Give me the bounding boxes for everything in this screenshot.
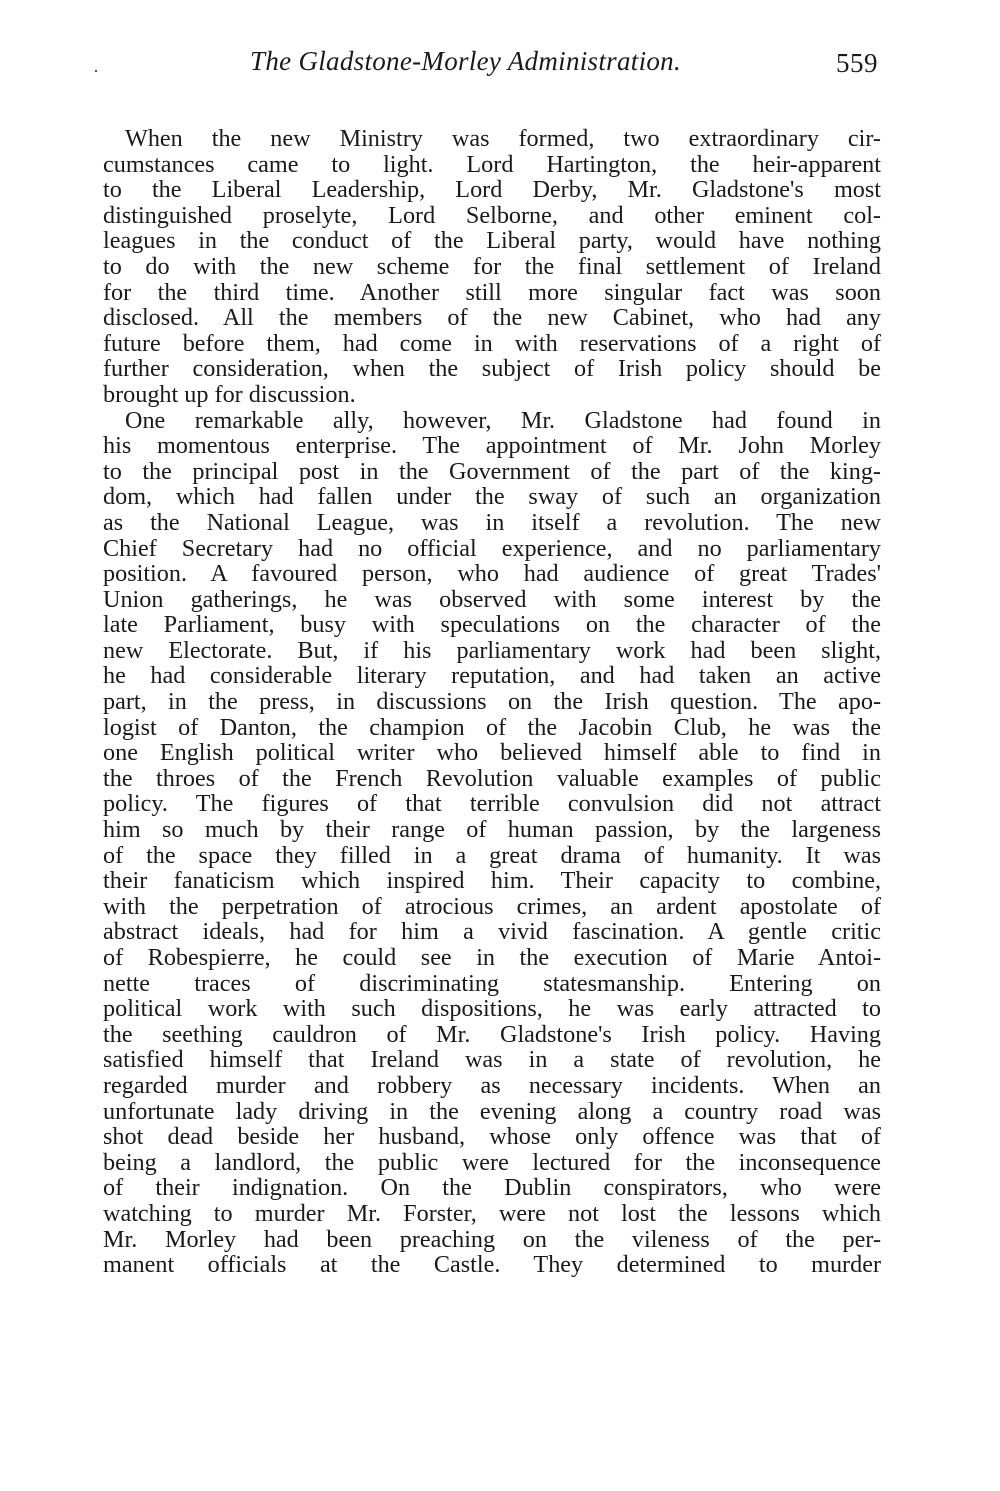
- text-line: abstract ideals, had for him a vivid fascination. A gentle critic: [103, 918, 881, 946]
- text-line: dom, which had fallen under the sway of such an organization: [103, 483, 881, 511]
- text-line: of their indignation. On the Dublin conspirators, who were: [103, 1174, 881, 1202]
- text-line: with the perpetration of atrocious crimes, an ardent apostolate of: [103, 892, 881, 920]
- text-line: One remarkable ally, however, Mr. Gladstone had found in: [125, 406, 881, 434]
- text-line: regarded murder and robbery as necessary incidents. When an: [103, 1071, 881, 1099]
- text-line: policy. The figures of that terrible convulsion did not attract: [103, 790, 881, 818]
- text-line: unfortunate lady driving in the evening along a country road was: [103, 1097, 881, 1125]
- text-line: Union gatherings, he was observed with some interest by the: [103, 585, 881, 613]
- text-line: of Robespierre, he could see in the execution of Marie Antoi-: [103, 944, 881, 971]
- text-line: manent officials at the Castle. They determined to murder: [103, 1251, 881, 1279]
- text-line: further consideration, when the subject of Irish policy should be: [103, 355, 881, 383]
- text-line: Mr. Morley had been preaching on the vileness of the per-: [103, 1225, 881, 1253]
- text-line: as the National League, was in itself a revolution. The new: [103, 508, 881, 536]
- text-line: nette traces of discriminating statesmanship. Entering on: [103, 969, 881, 997]
- text-line: leagues in the conduct of the Liberal party, would have nothing: [103, 227, 881, 255]
- text-line: the throes of the French Revolution valuable examples of public: [103, 764, 881, 792]
- page-number: 559: [836, 48, 878, 78]
- text-line: for the third time. Another still more singular fact was soon: [103, 278, 881, 306]
- text-line: brought up for discussion.: [103, 380, 356, 408]
- paragraph-1: [103, 126, 881, 408]
- text-line: his momentous enterprise. The appointment of Mr. John Morley: [103, 432, 881, 460]
- text-line: of the space they filled in a great drama of humanity. It was: [103, 841, 881, 869]
- text-line: distinguished proselyte, Lord Selborne, and other eminent col-: [103, 201, 881, 229]
- text-line: part, in the press, in discussions on the Irish question. The apo-: [103, 688, 881, 716]
- text-line: cumstances came to light. Lord Hartington, the heir-apparent: [103, 150, 881, 178]
- text-line: watching to murder Mr. Forster, were not lost the lessons which: [103, 1199, 881, 1227]
- text-line: late Parliament, busy with speculations on the character of the: [103, 611, 881, 639]
- text-line: he had considerable literary reputation, and had taken an active: [103, 662, 881, 690]
- text-line: being a landlord, the public were lectured for the inconsequence: [103, 1148, 881, 1176]
- text-line: satisfied himself that Ireland was in a state of revolution, he: [103, 1046, 881, 1074]
- page-header: [0, 44, 1000, 84]
- running-title: The Gladstone-Morley Administration.: [250, 46, 682, 76]
- body-text: [103, 126, 881, 1278]
- text-line: their fanaticism which inspired him. Their capacity to combine,: [103, 867, 881, 895]
- text-line: Chief Secretary had no official experience, and no parliamentary: [103, 534, 881, 562]
- paragraph-2: [103, 408, 881, 1278]
- text-line: the seething cauldron of Mr. Gladstone's Irish policy. Having: [103, 1020, 881, 1048]
- text-line: disclosed. All the members of the new Cabinet, who had any: [103, 304, 881, 332]
- text-line: future before them, had come in with reservations of a right of: [103, 329, 881, 357]
- text-line: shot dead beside her husband, whose only offence was that of: [103, 1123, 881, 1151]
- text-line: to the principal post in the Government of the part of the king-: [103, 457, 881, 485]
- text-line: position. A favoured person, who had audience of great Trades': [103, 560, 881, 588]
- text-line: to the Liberal Leadership, Lord Derby, Mr. Gladstone's most: [103, 176, 881, 204]
- text-line: to do with the new scheme for the final settlement of Ireland: [103, 252, 881, 280]
- text-line: him so much by their range of human passion, by the largeness: [103, 816, 881, 844]
- text-line: new Electorate. But, if his parliamentary work had been slight,: [103, 636, 881, 664]
- text-line: When the new Ministry was formed, two extraordinary cir-: [125, 125, 881, 152]
- text-line: one English political writer who believed himself able to find in: [103, 739, 881, 767]
- text-line: logist of Danton, the champion of the Jacobin Club, he was the: [103, 713, 881, 741]
- text-line: political work with such dispositions, he was early attracted to: [103, 995, 881, 1023]
